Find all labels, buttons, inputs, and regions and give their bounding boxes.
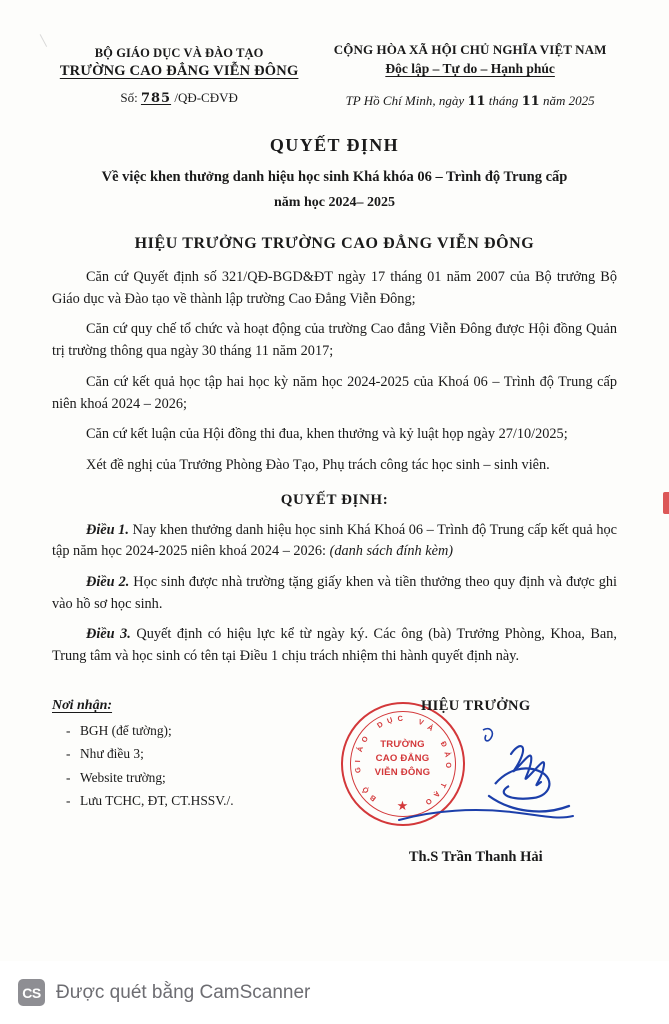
recipients-block [52, 698, 318, 813]
article-3-text: Quyết định có hiệu lực kể từ ngày ký. Các ông (bà) Trưởng Phòng, Khoa, Ban, Trung tâm và học sinh có tên tại Điều 1 chịu trách nhiệm thi hành quyết định này. [52, 626, 617, 665]
signer-title: HIỆU TRƯỞNG [420, 697, 531, 714]
article-1-label: Điều 1. [86, 521, 129, 538]
article-2 [52, 572, 617, 615]
signer-name: Th.S Trần Thanh Hải [408, 848, 543, 865]
seal-center-text [343, 738, 463, 780]
seal-center-line-2: CAO ĐẲNG [375, 752, 430, 764]
camscanner-label: Được quét bằng CamScanner [56, 981, 311, 1003]
seal-center-line-3: VIỄN ĐÔNG [374, 766, 431, 778]
place-date-middle: tháng [488, 93, 519, 108]
document-number-prefix: Số: [120, 90, 138, 105]
date-month: 11 [521, 94, 540, 109]
document-subtitle: Về việc khen thưởng danh hiệu học sinh Khá khóa 06 – Trình độ Trung cấp [101, 169, 568, 185]
basis-paragraph: Căn cứ kết quả học tập hai học kỳ năm học 2024-2025 của Khoá 06 – Trình độ Trung cấp niên khoá 2024 – 2026; [52, 373, 617, 412]
article-2-text: Học sinh được nhà trường tặng giấy khen và tiền thưởng theo quy định và được ghi vào hồ sơ học sinh. [52, 573, 617, 612]
basis-paragraph: Xét đề nghị của Trưởng Phòng Đào Tạo, Phụ trách công tác học sinh – sinh viên. [86, 457, 550, 474]
basis-paragraph: Căn cứ quy chế tổ chức và hoạt động của trường Cao đẳng Viễn Đông được Hội đồng Quản trị trường thông qua ngày 30 tháng 11 năm 2017; [52, 321, 617, 360]
article-1-attachment-note: (danh sách đính kèm) [329, 543, 454, 560]
document-footer [52, 697, 617, 865]
place-date-prefix: TP Hồ Chí Minh, ngày [345, 93, 465, 108]
authority-line: HIỆU TRƯỞNG TRƯỜNG CAO ĐẲNG VIỄN ĐÔNG [134, 235, 535, 252]
national-motto: Độc lập – Tự do – Hạnh phúc [385, 61, 555, 76]
article-3 [52, 624, 617, 667]
recipients-title: Nơi nhận: [52, 697, 113, 713]
date-day: 11 [467, 94, 486, 109]
camscanner-watermark-bar [0, 961, 669, 1024]
place-and-date [323, 93, 617, 109]
list-item: - Như điều 3; [66, 742, 318, 765]
document-number-line [52, 90, 306, 106]
ministry-name: BỘ GIÁO DỤC VÀ ĐÀO TẠO [94, 46, 264, 60]
basis-paragraph: Căn cứ kết luận của Hội đồng thi đua, khen thưởng và kỷ luật họp ngày 27/10/2025; [86, 426, 568, 443]
list-item: - Lưu TCHC, ĐT, CT.HSSV./. [66, 789, 318, 812]
list-item: - Website trường; [66, 766, 318, 789]
issuing-authority-block [52, 42, 306, 106]
place-date-suffix: năm 2025 [542, 93, 595, 108]
article-3-label: Điều 3. [86, 626, 131, 643]
seal-center-line-1: TRƯỜNG [380, 738, 425, 750]
document-number-handwritten: 785 [140, 91, 172, 106]
article-2-label: Điều 2. [86, 573, 130, 590]
document-header [52, 42, 617, 109]
basis-paragraph: Căn cứ Quyết định số 321/QĐ-BGD&ĐT ngày 17 tháng 01 năm 2007 của Bộ trưởng Bộ Giáo dục và Đào tạo về thành lập trường Cao Đẳng Viễn Đông; [52, 269, 617, 307]
national-heading-block [323, 42, 617, 109]
title-block [52, 135, 617, 211]
country-name: CỘNG HÒA XÃ HỘI CHỦ NGHĨA VIỆT NAM [333, 42, 607, 57]
seal-star-icon: ★ [396, 797, 409, 813]
recipients-list [52, 719, 318, 813]
article-1-text: Nay khen thưởng danh hiệu học sinh Khá Khoá 06 – Trình độ Trung cấp kết quả học tập năm học 2024-2025 niên khoá 2024 – 2026: [52, 521, 617, 560]
document-title: QUYẾT ĐỊNH [269, 135, 400, 155]
signature-block [335, 697, 618, 865]
article-1 [52, 520, 617, 563]
document-content [52, 267, 617, 668]
decide-heading: QUYẾT ĐỊNH: [280, 491, 389, 508]
school-name: TRƯỜNG CAO ĐẲNG VIỄN ĐÔNG [59, 63, 299, 79]
camscanner-logo-icon: CS [18, 979, 45, 1006]
seal-ring-text: B Ộ G I Á O D Ụ C V À Đ À O T Ạ O [352, 713, 453, 807]
official-seal [341, 702, 465, 826]
list-item: - BGH (để tường); [66, 719, 318, 742]
document-subtitle-secondary: năm học 2024– 2025 [274, 195, 395, 210]
document-number-suffix: /QĐ-CĐVĐ [174, 90, 238, 105]
